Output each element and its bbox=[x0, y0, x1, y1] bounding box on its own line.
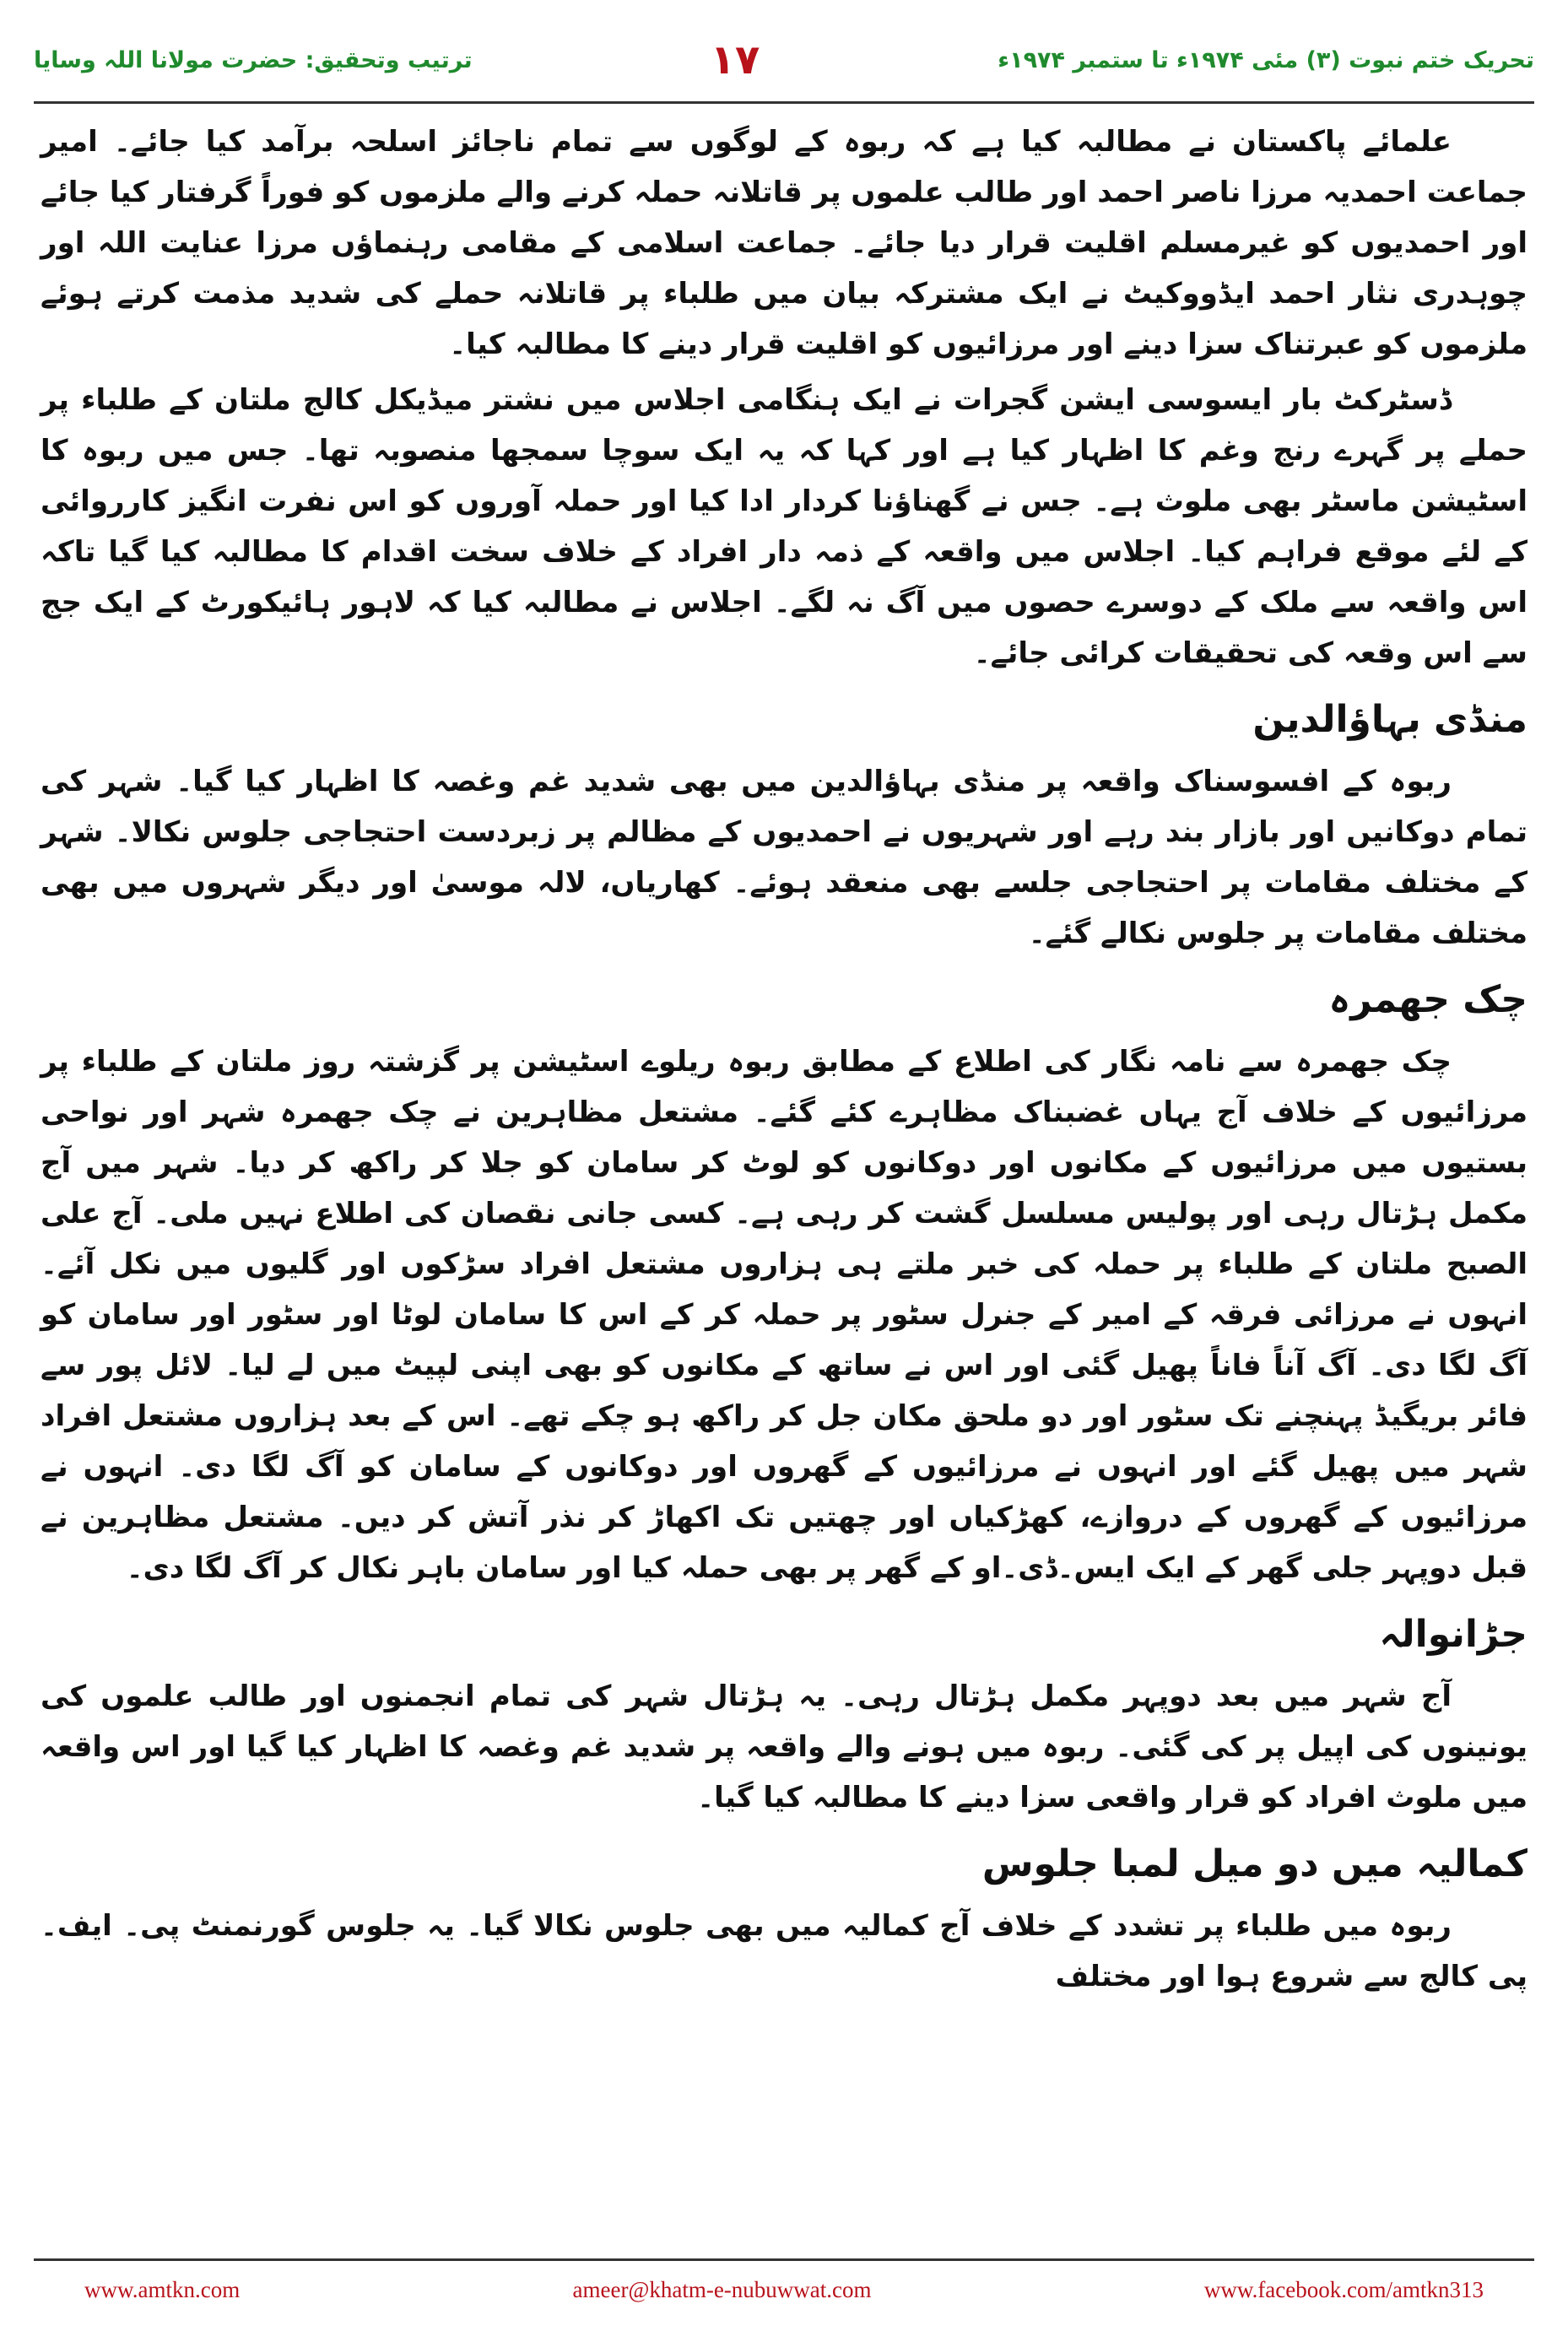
paragraph: علمائے پاکستان نے مطالبہ کیا ہے کہ ربوہ کے لوگوں سے تمام ناجائز اسلحہ برآمد کیا جائے۔ امیر جماعت احمدیہ مرزا ناصر احمد اور طالب علموں پر قاتلانہ حملہ کرنے والے ملزموں کو فوراً گرفتار کیا جائے اور احمدیوں کو غیرمسلم اقلیت قرار دیا جائے۔ جماعت اسلامی کے مقامی رہنماؤں مرزا عنایت اللہ اور چوہدری نثار احمد ایڈووکیٹ نے ایک مشترکہ بیان میں طلباء پر قاتلانہ حملے کی شدید مذمت کرتے ہوئے ملزموں کو عبرتناک سزا دینے اور مرزائیوں کو اقلیت قرار دینے کا مطالبہ کیا۔ bbox=[41, 125, 1527, 361]
header-book-title: تحریک ختم نبوت (۳) مئی ۱۹۷۴ء تا ستمبر ۱۹۷۴ء bbox=[998, 46, 1534, 73]
article-body bbox=[41, 116, 1527, 2241]
footer-website-link[interactable]: www.amtkn.com bbox=[84, 2276, 241, 2302]
section-heading: کمالیہ میں دو میل لمبا جلوس bbox=[981, 1842, 1527, 1885]
paragraph: چک جھمرہ سے نامہ نگار کی اطلاع کے مطابق ربوہ ریلوے اسٹیشن پر گزشتہ روز ملتان کے طلباء پر مرزائیوں کے خلاف آج یہاں غضبناک مظاہرے کئے گئے۔ مشتعل مظاہرین نے چک جھمرہ شہر اور نواحی بستیوں میں مرزائیوں کے مکانوں اور دوکانوں کو لوٹ کر سامان کو جلا کر راکھ کر دیا۔ شہر میں آج مکمل ہڑتال رہی اور پولیس مسلسل گشت کر رہی ہے۔ کسی جانی نقصان کی اطلاع نہیں ملی۔ آج علی الصبح ملتان کے طلباء پر حملہ کی خبر ملتے ہی ہزاروں مشتعل افراد سڑکوں اور گلیوں میں نکل آئے۔ انہوں نے مرزائی فرقہ کے امیر کے جنرل سٹور پر حملہ کر کے اس کا سامان لوٹا اور سٹور اور سامان کو آگ لگا دی۔ آگ آناً فاناً پھیل گئی اور اس نے ساتھ کے مکانوں کو بھی اپنی لپیٹ میں لے لیا۔ لائل پور سے فائر بریگیڈ پہنچنے تک سٹور اور دو ملحق مکان جل کر راکھ ہو چکے تھے۔ اس کے بعد ہزاروں مشتعل افراد شہر میں پھیل گئے اور انہوں نے مرزائیوں کے گھروں اور دوکانوں کے سامان کو آگ لگا دی۔ انہوں نے مرزائیوں کے گھروں کے دروازے، کھڑکیاں اور چھتیں تک اکھاڑ کر نذر آتش کر دیں۔ مشتعل مظاہرین نے قبل دوپہر جلی گھر کے ایک ایس۔ڈی۔او کے گھر پر بھی حملہ کیا اور سامان باہر نکال کر آگ لگا دی۔ bbox=[41, 1045, 1527, 1585]
page-number: ۱۷ bbox=[710, 36, 760, 84]
section-heading: جڑانوالہ bbox=[1379, 1613, 1527, 1656]
paragraph: آج شہر میں بعد دوپہر مکمل ہڑتال رہی۔ یہ ہڑتال شہر کی تمام انجمنوں اور طالب علموں کی یونینوں کی اپیل پر کی گئی۔ ربوہ میں ہونے والے واقعہ پر شدید غم وغصہ کا اظہار کیا گیا اور اس واقعہ میں ملوث افراد کو قرار واقعی سزا دینے کا مطالبہ کیا گیا۔ bbox=[41, 1679, 1527, 1815]
paragraph: ربوہ میں طلباء پر تشدد کے خلاف آج کمالیہ میں بھی جلوس نکالا گیا۔ یہ جلوس گورنمنٹ پی۔ ایف۔ پی کالج سے شروع ہوا اور مختلف bbox=[41, 1909, 1527, 1993]
section-heading: منڈی بہاؤالدین bbox=[1252, 698, 1527, 741]
footer-email-link[interactable]: ameer@khatm-e-nubuwwat.com bbox=[572, 2276, 872, 2302]
header-divider bbox=[34, 101, 1534, 104]
header-compiler: ترتیب وتحقیق: حضرت مولانا اللہ وسایا bbox=[34, 46, 473, 73]
section-heading: چک جھمرہ bbox=[1328, 978, 1527, 1021]
footer-divider bbox=[34, 2258, 1534, 2261]
footer-facebook-link[interactable]: www.facebook.com/amtkn313 bbox=[1203, 2276, 1484, 2302]
paragraph: ربوہ کے افسوسناک واقعہ پر منڈی بہاؤالدین میں بھی شدید غم وغصہ کا اظہار کیا گیا۔ شہر کی تمام دوکانیں اور بازار بند رہے اور شہریوں نے احمدیوں کے مظالم پر زبردست احتجاجی جلوس نکالا۔ شہر کے مختلف مقامات پر احتجاجی جلسے بھی منعقد ہوئے۔ کھاریاں، لالہ موسیٰ اور دیگر شہروں میں بھی مختلف مقامات پر جلوس نکالے گئے۔ bbox=[41, 765, 1527, 950]
page-header bbox=[34, 30, 1534, 89]
page-footer bbox=[34, 2271, 1534, 2308]
paragraph: ڈسٹرکٹ بار ایسوسی ایشن گجرات نے ایک ہنگامی اجلاس میں نشتر میڈیکل کالج ملتان کے طلباء پر حملے پر گہرے رنج وغم کا اظہار کیا ہے اور کہا کہ یہ ایک سوچا سمجھا منصوبہ تھا۔ جس میں ربوہ کا اسٹیشن ماسٹر بھی ملوث ہے۔ جس نے گھناؤنا کردار ادا کیا اور حملہ آوروں کو اس نفرت انگیز کارروائی کے لئے موقع فراہم کیا۔ اجلاس میں واقعہ کے ذمہ دار افراد کے خلاف سخت اقدام کا مطالبہ کیا گیا تاکہ اس واقعہ سے ملک کے دوسرے حصوں میں آگ نہ لگے۔ اجلاس نے مطالبہ کیا کہ لاہور ہائیکورٹ کے ایک جج سے اس وقعہ کی تحقیقات کرائی جائے۔ bbox=[41, 383, 1527, 670]
